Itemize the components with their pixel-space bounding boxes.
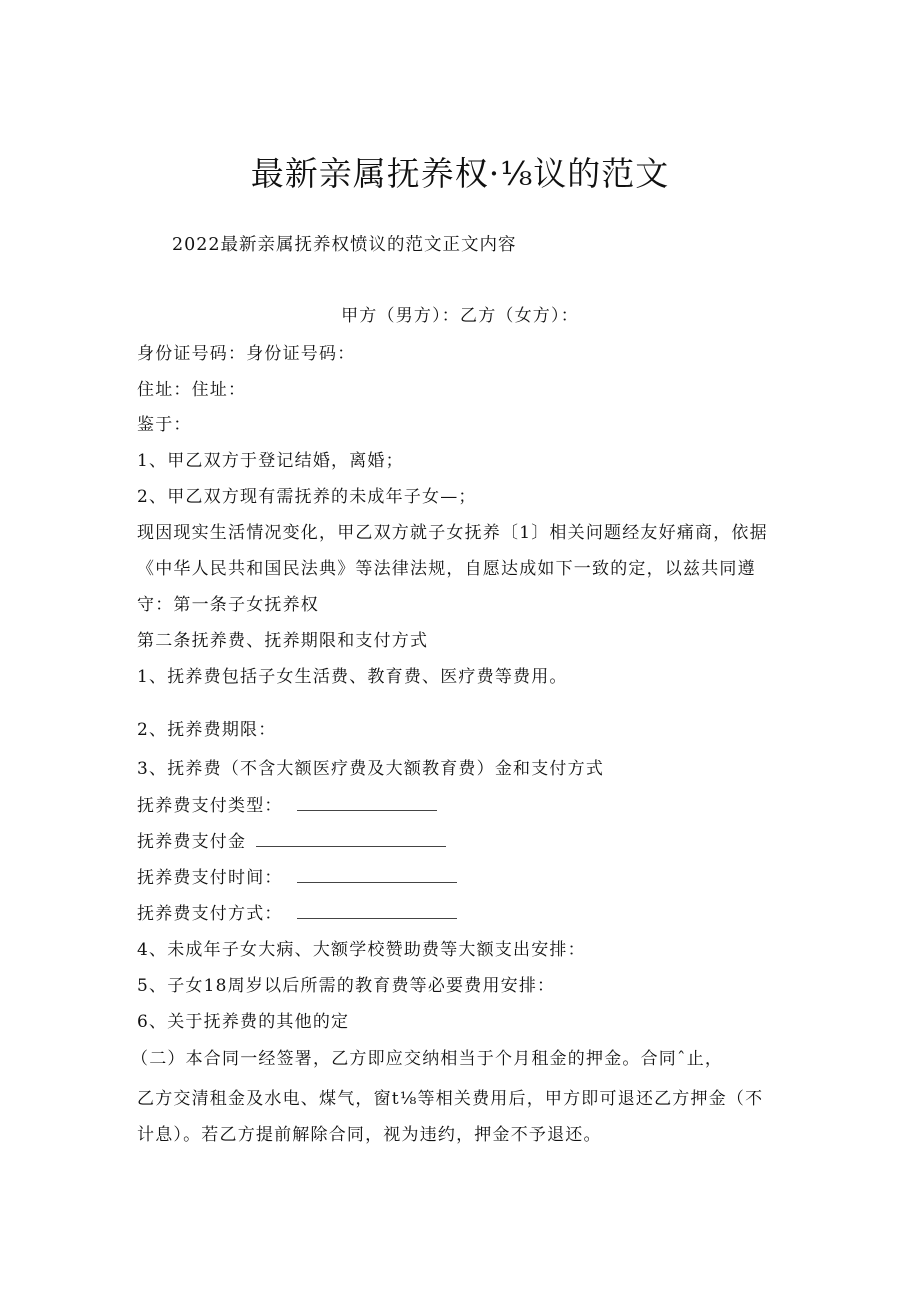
field-label: 抚养费支付时间： bbox=[137, 868, 283, 888]
fill-field bbox=[137, 899, 457, 924]
field-label: 抚养费支付类型： bbox=[137, 796, 283, 816]
fill-field bbox=[137, 791, 437, 816]
paragraph-line: （二）本合同一经签署，乙方即应交纳相当于个月租金的押金。合同ˆ止， bbox=[131, 1049, 724, 1069]
fill-field bbox=[137, 827, 446, 852]
clause-line: 4、未成年子女大病、大额学校赞助费等大额支出安排： bbox=[137, 940, 586, 960]
field-blank[interactable] bbox=[256, 832, 446, 847]
id-number-line: 身份证号码：身份证号码： bbox=[137, 344, 356, 364]
paragraph-line: 现因现实生活情况变化，甲乙双方就子女抚养〔1〕相关问题经友好痛商，依据 bbox=[137, 523, 768, 543]
field-label: 抚养费支付方式： bbox=[137, 904, 283, 924]
clause-line: 6、关于抚养费的其他的定 bbox=[137, 1012, 350, 1032]
address-line: 住址：住址： bbox=[137, 380, 247, 400]
clause-line: 3、抚养费（不含大额医疗费及大额教育费）金和支付方式 bbox=[137, 759, 605, 779]
field-blank[interactable] bbox=[297, 868, 457, 883]
fill-field bbox=[137, 863, 457, 888]
clause-line: 5、子女18周岁以后所需的教育费等必要费用安排： bbox=[137, 976, 556, 996]
field-blank[interactable] bbox=[297, 904, 457, 919]
document-title: 最新亲属抚养权·⅛议的范文 bbox=[250, 154, 670, 193]
paragraph-line: 《中华人民共和国民法典》等法律法规，自愿达成如下一致的定，以兹共同遵 bbox=[137, 559, 756, 579]
clause-line: 2、甲乙双方现有需抚养的未成年子女—； bbox=[137, 487, 477, 507]
clause-line: 1、甲乙双方于登记结婚，离婚； bbox=[137, 451, 404, 471]
paragraph-line: 守：第一条子女抚养权 bbox=[137, 595, 319, 615]
clause-line: 2、抚养费期限： bbox=[137, 720, 277, 740]
whereas-line: 鉴于： bbox=[137, 415, 192, 435]
paragraph-line: 乙方交清租金及水电、煤气，窗t⅛等相关费用后，甲方即可退还乙方押金（不 bbox=[137, 1089, 764, 1109]
field-blank[interactable] bbox=[297, 796, 437, 811]
article-heading: 第二条抚养费、抚养期限和支付方式 bbox=[137, 631, 429, 651]
paragraph-line: 计息）。若乙方提前解除合同，视为违约，押金不予退还。 bbox=[137, 1125, 602, 1145]
parties-line: 甲方（男方）：乙方（女方）： bbox=[341, 306, 579, 326]
clause-line: 1、抚养费包括子女生活费、教育费、医疗费等费用。 bbox=[137, 667, 568, 687]
document-subtitle: 2022最新亲属抚养权愤议的范文正文内容 bbox=[172, 235, 517, 255]
field-label: 抚养费支付金 bbox=[137, 832, 247, 852]
